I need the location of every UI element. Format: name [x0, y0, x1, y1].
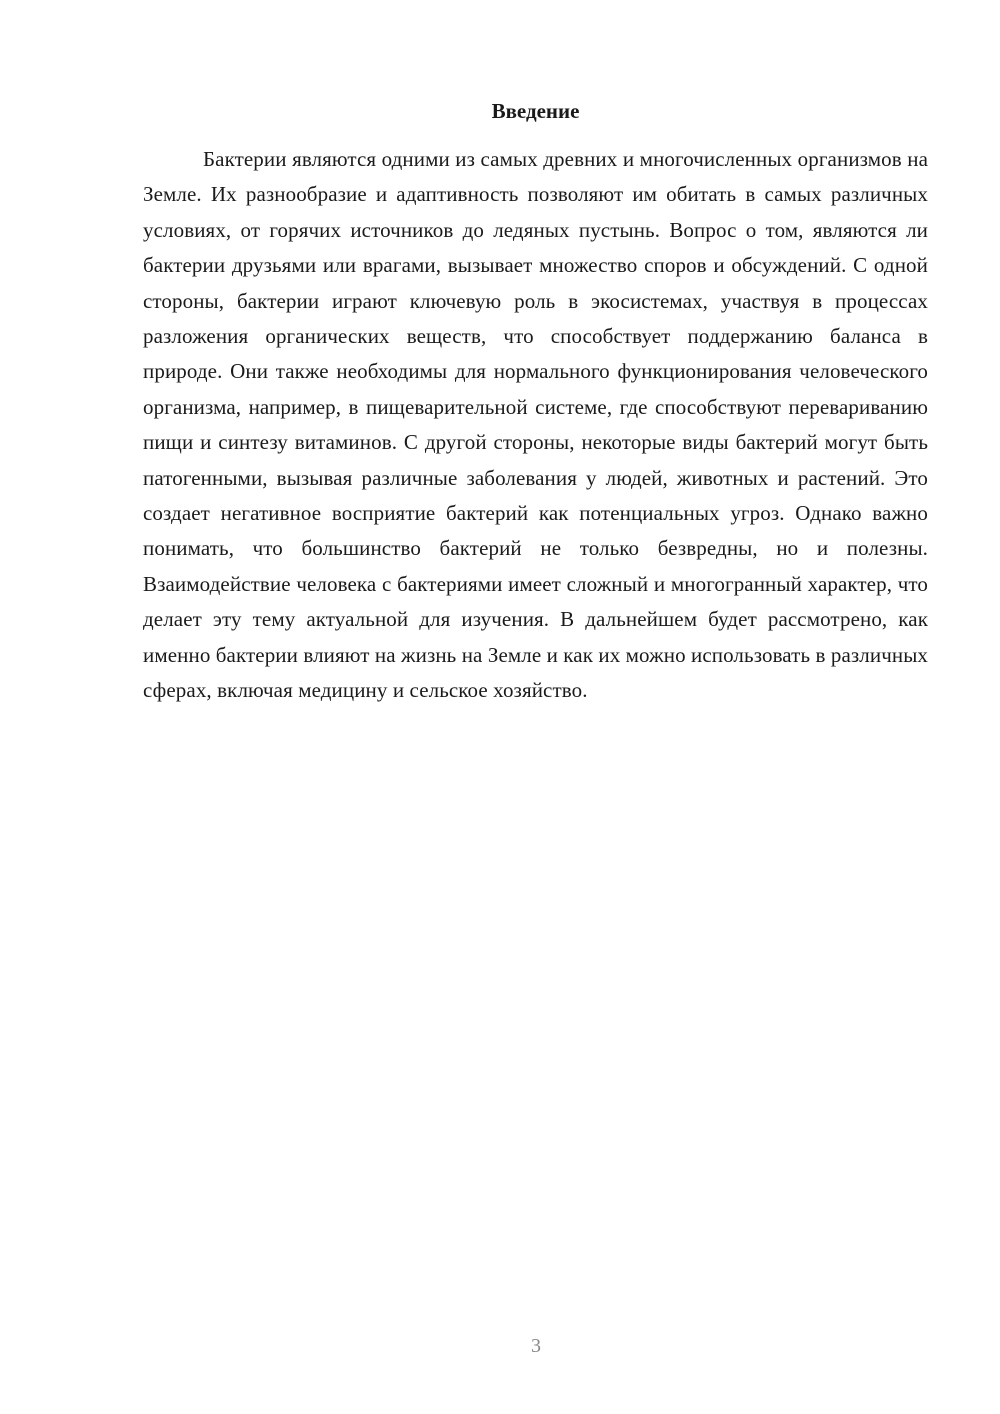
- section-heading: Введение: [491, 99, 580, 123]
- page-number: 3: [531, 1335, 541, 1357]
- body-paragraph: Бактерии являются одними из самых древних и многочисленных организмов на Земле. Их разнообразие и адаптивность позволяют им обитать в самых различных условиях, от горячих источников до ледяных пустынь. Вопрос о том, являются ли бактерии друзьями или врагами, вызывает множество споров и обсуждений. С одной стороны, бактерии играют ключевую роль в экосистемах, участвуя в процессах разложения органических веществ, что способствует поддержанию баланса в природе. Они также необходимы для нормального функционирования человеческого организма, например, в пищеварительной системе, где способствуют перевариванию пищи и синтезу витаминов. С другой стороны, некоторые виды бактерий могут быть патогенными, вызывая различные заболевания у людей, животных и растений. Это создает негативное восприятие бактерий как потенциальных угроз. Однако важно понимать, что большинство бактерий не только безвредны, но и полезны. Взаимодействие человека с бактериями имеет сложный и многогранный характер, что делает эту тему актуальной для изучения. В дальнейшем будет рассмотрено, как именно бактерии влияют на жизнь на Земле и как их можно использовать в различных сферах, включая медицину и сельское хозяйство.: [143, 147, 928, 703]
